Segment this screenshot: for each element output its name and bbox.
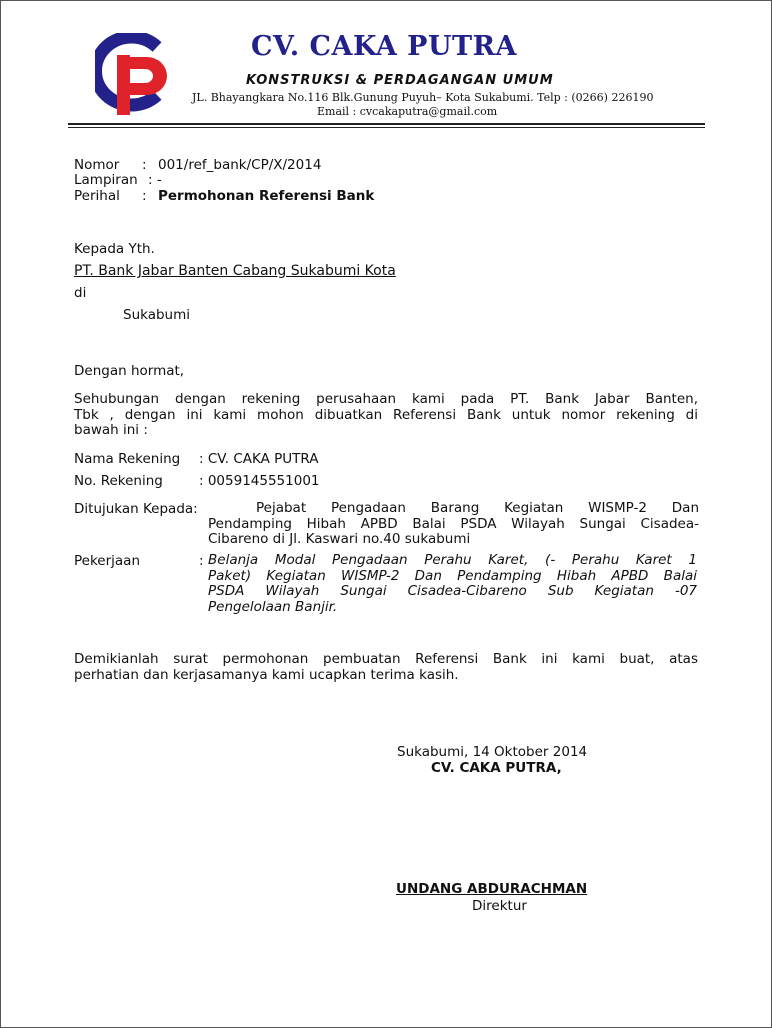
ditujukan-line: Pejabat Pengadaan Barang Kegiatan WISMP-2 Dan	[256, 500, 699, 516]
company-tagline: KONSTRUKSI & PERDAGANGAN UMUM	[246, 73, 554, 88]
company-name: CV. CAKA PUTRA	[251, 31, 518, 62]
signatory-name: UNDANG ABDURACHMAN	[396, 881, 588, 897]
pekerjaan-sep: :	[199, 553, 204, 569]
header-rule-thick	[68, 123, 705, 125]
company-logo	[95, 33, 175, 117]
closing-paragraph	[74, 652, 698, 683]
pekerjaan-line: Pengelolaan Banjir.	[208, 598, 338, 615]
ditujukan-line: Cibareno di Jl. Kaswari no.40 sukabumi	[208, 531, 471, 547]
ditujukan-label: Ditujukan Kepada:	[74, 501, 198, 517]
no-rekening-value: : 0059145551001	[199, 473, 320, 489]
recipient-city: Sukabumi	[123, 307, 191, 323]
signature-place-date: Sukabumi, 14 Oktober 2014	[397, 744, 588, 760]
nomor-value: 001/ref_bank/CP/X/2014	[158, 157, 322, 173]
perihal-sep: :	[142, 188, 147, 204]
nomor-label: Nomor	[74, 157, 120, 173]
perihal-value: Permohonan Referensi Bank	[158, 188, 375, 204]
nama-rekening-label: Nama Rekening	[74, 451, 181, 467]
company-email: Email : cvcakaputra@gmail.com	[317, 105, 498, 118]
pekerjaan-line: PSDA Wilayah Sungai Cisadea-Cibareno Sub Kegiatan -07	[208, 583, 697, 599]
nama-rekening-value: : CV. CAKA PUTRA	[199, 451, 319, 467]
closing-line: Demikianlah surat permohonan pembuatan Referensi Bank ini kami buat, atas	[74, 651, 698, 667]
lampiran-label: Lampiran	[74, 172, 138, 188]
ditujukan-line: Pendamping Hibah APBD Balai PSDA Wilayah Sungai Cisadea-	[208, 515, 699, 532]
ditujukan-value	[208, 501, 699, 548]
signatory-title: Direktur	[472, 898, 527, 914]
header-rule-thin	[68, 127, 705, 128]
recipient-name: PT. Bank Jabar Banten Cabang Sukabumi Kota	[74, 263, 396, 279]
pekerjaan-line: Paket) Kegiatan WISMP-2 Dan Pendamping Hibah APBD Balai	[208, 567, 697, 584]
signature-company: CV. CAKA PUTRA,	[431, 760, 562, 776]
nomor-sep: :	[142, 157, 147, 173]
recipient-di: di	[74, 285, 87, 301]
recipient-greeting: Kepada Yth.	[74, 241, 155, 257]
perihal-label: Perihal	[74, 188, 120, 204]
intro-line: Tbk , dengan ini kami mohon dibuatkan Referensi Bank untuk nomor rekening di	[74, 406, 698, 423]
pekerjaan-line: Belanja Modal Pengadaan Perahu Karet, (- Perahu Karet 1	[208, 552, 697, 568]
company-address: JL. Bhayangkara No.116 Blk.Gunung Puyuh– Kota Sukabumi. Telp : (0266) 226190	[192, 91, 654, 104]
closing-line: perhatian dan kerjasamanya kami ucapkan terima kasih.	[74, 666, 459, 683]
no-rekening-label: No. Rekening	[74, 473, 163, 489]
intro-paragraph	[74, 392, 698, 439]
salutation: Dengan hormat,	[74, 363, 185, 379]
pekerjaan-label: Pekerjaan	[74, 553, 141, 569]
pekerjaan-value	[208, 553, 697, 615]
lampiran-value: : -	[148, 172, 162, 188]
intro-line: Sehubungan dengan rekening perusahaan kami pada PT. Bank Jabar Banten,	[74, 391, 698, 407]
intro-line: bawah ini :	[74, 422, 148, 438]
